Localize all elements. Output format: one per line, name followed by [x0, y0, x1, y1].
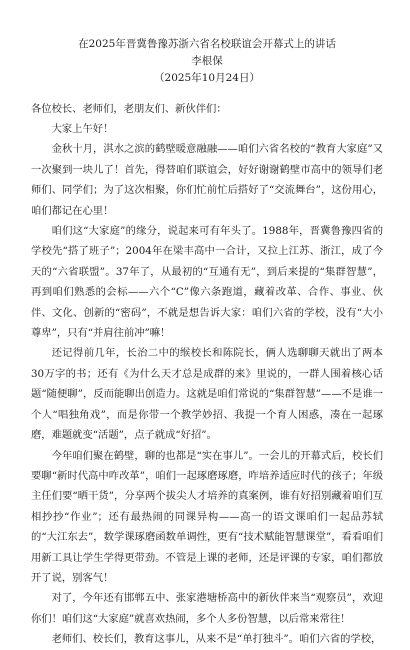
paragraph: 对了，今年还有邯郸五中、张家港塘桥高中的新伙伴来当“观察员”，欢迎你们！咱们这“大家庭”就喜欢热闹，多个人多份智慧，以后常来常往！ — [31, 592, 383, 625]
document-title: 在2025年晋冀鲁豫苏浙六省名校联谊会开幕式上的讲话 — [78, 38, 336, 50]
speech-date: （2025年10月24日） — [154, 72, 260, 84]
paragraph: 金秋十月，淇水之滨的鹤壁暖意融融——咱们六省名校的“教育大家庭”又一次聚到一块儿了！首先，得替咱们联谊会，好好谢谢鹤壁市高中的领导们老师们、同学们；为了这次相聚，你们忙前忙后搭好了“交流舞台”，这份用心，咱们都记在心里！ — [31, 143, 383, 217]
paragraph: 还记得前几年，长治二中的缑校长和陈院长，俩人选聊聊天就出了两本30万字的书；还有《为什么天才总是成群的来》里说的，一群人围着核心话题“随便聊”，反而能聊出创造力。这就是咱们常说的“集群智慧”——不是谁一个人“唱独角戏”，而是你带一个教学妙招、我提一个育人困惑，凑在一起琢磨，难题就变“活题”，点子就成“好招”。 — [31, 347, 383, 442]
paragraph: 老师们、校长们，教育这事儿，从来不是“单打独斗”。咱们六省的学校， — [51, 633, 382, 646]
author-name: 李根保 — [191, 55, 223, 67]
paragraph: 今年咱们聚在鹤壁，聊的也都是“实在事儿”。一会儿的开幕式后，校长们要聊“新时代高中咋改革”，咱们一起琢磨琢磨，咋培养适应时代的孩子；年级主任们要“晒干货”，分享两个拔尖人才培养的真案例，谁有好招别藏着咱们互相抄抄“作业”；还有最热闹的同课异构——高一的语文课咱们一起品苏轼的“大江东去”，数学课琢磨函数单调性，更有“技术赋能智慧课堂”，看看咱们用新工具让学生学得更带劲。不管是上课的老师，还是评课的专家，咱们都放开了说，别客气！ — [31, 449, 383, 584]
greeting: 大家上午好！ — [51, 123, 114, 135]
paragraph: 咱们这“大家庭”的缘分，说起来可有年头了。1988年，晋冀鲁豫四省的学校先“搭了班子”；2004年在梁丰高中一合计，又拉上江苏、浙江，成了今天的“六省联盟”。37年了，从最初的“互通有无”，到后来提的“集群智慧”，再到咱们熟悉的会标——六个“C”像六条跑道，藏着改革、合作、事业、伙伴、文化、创新的“密码”，不就是想告诉大家：咱们六省的学校，没有“大小尊卑”，只有“并肩往前冲”嘛！ — [31, 225, 383, 340]
salutation: 各位校长、老师们，老朋友们、新伙伴们： — [31, 103, 227, 115]
